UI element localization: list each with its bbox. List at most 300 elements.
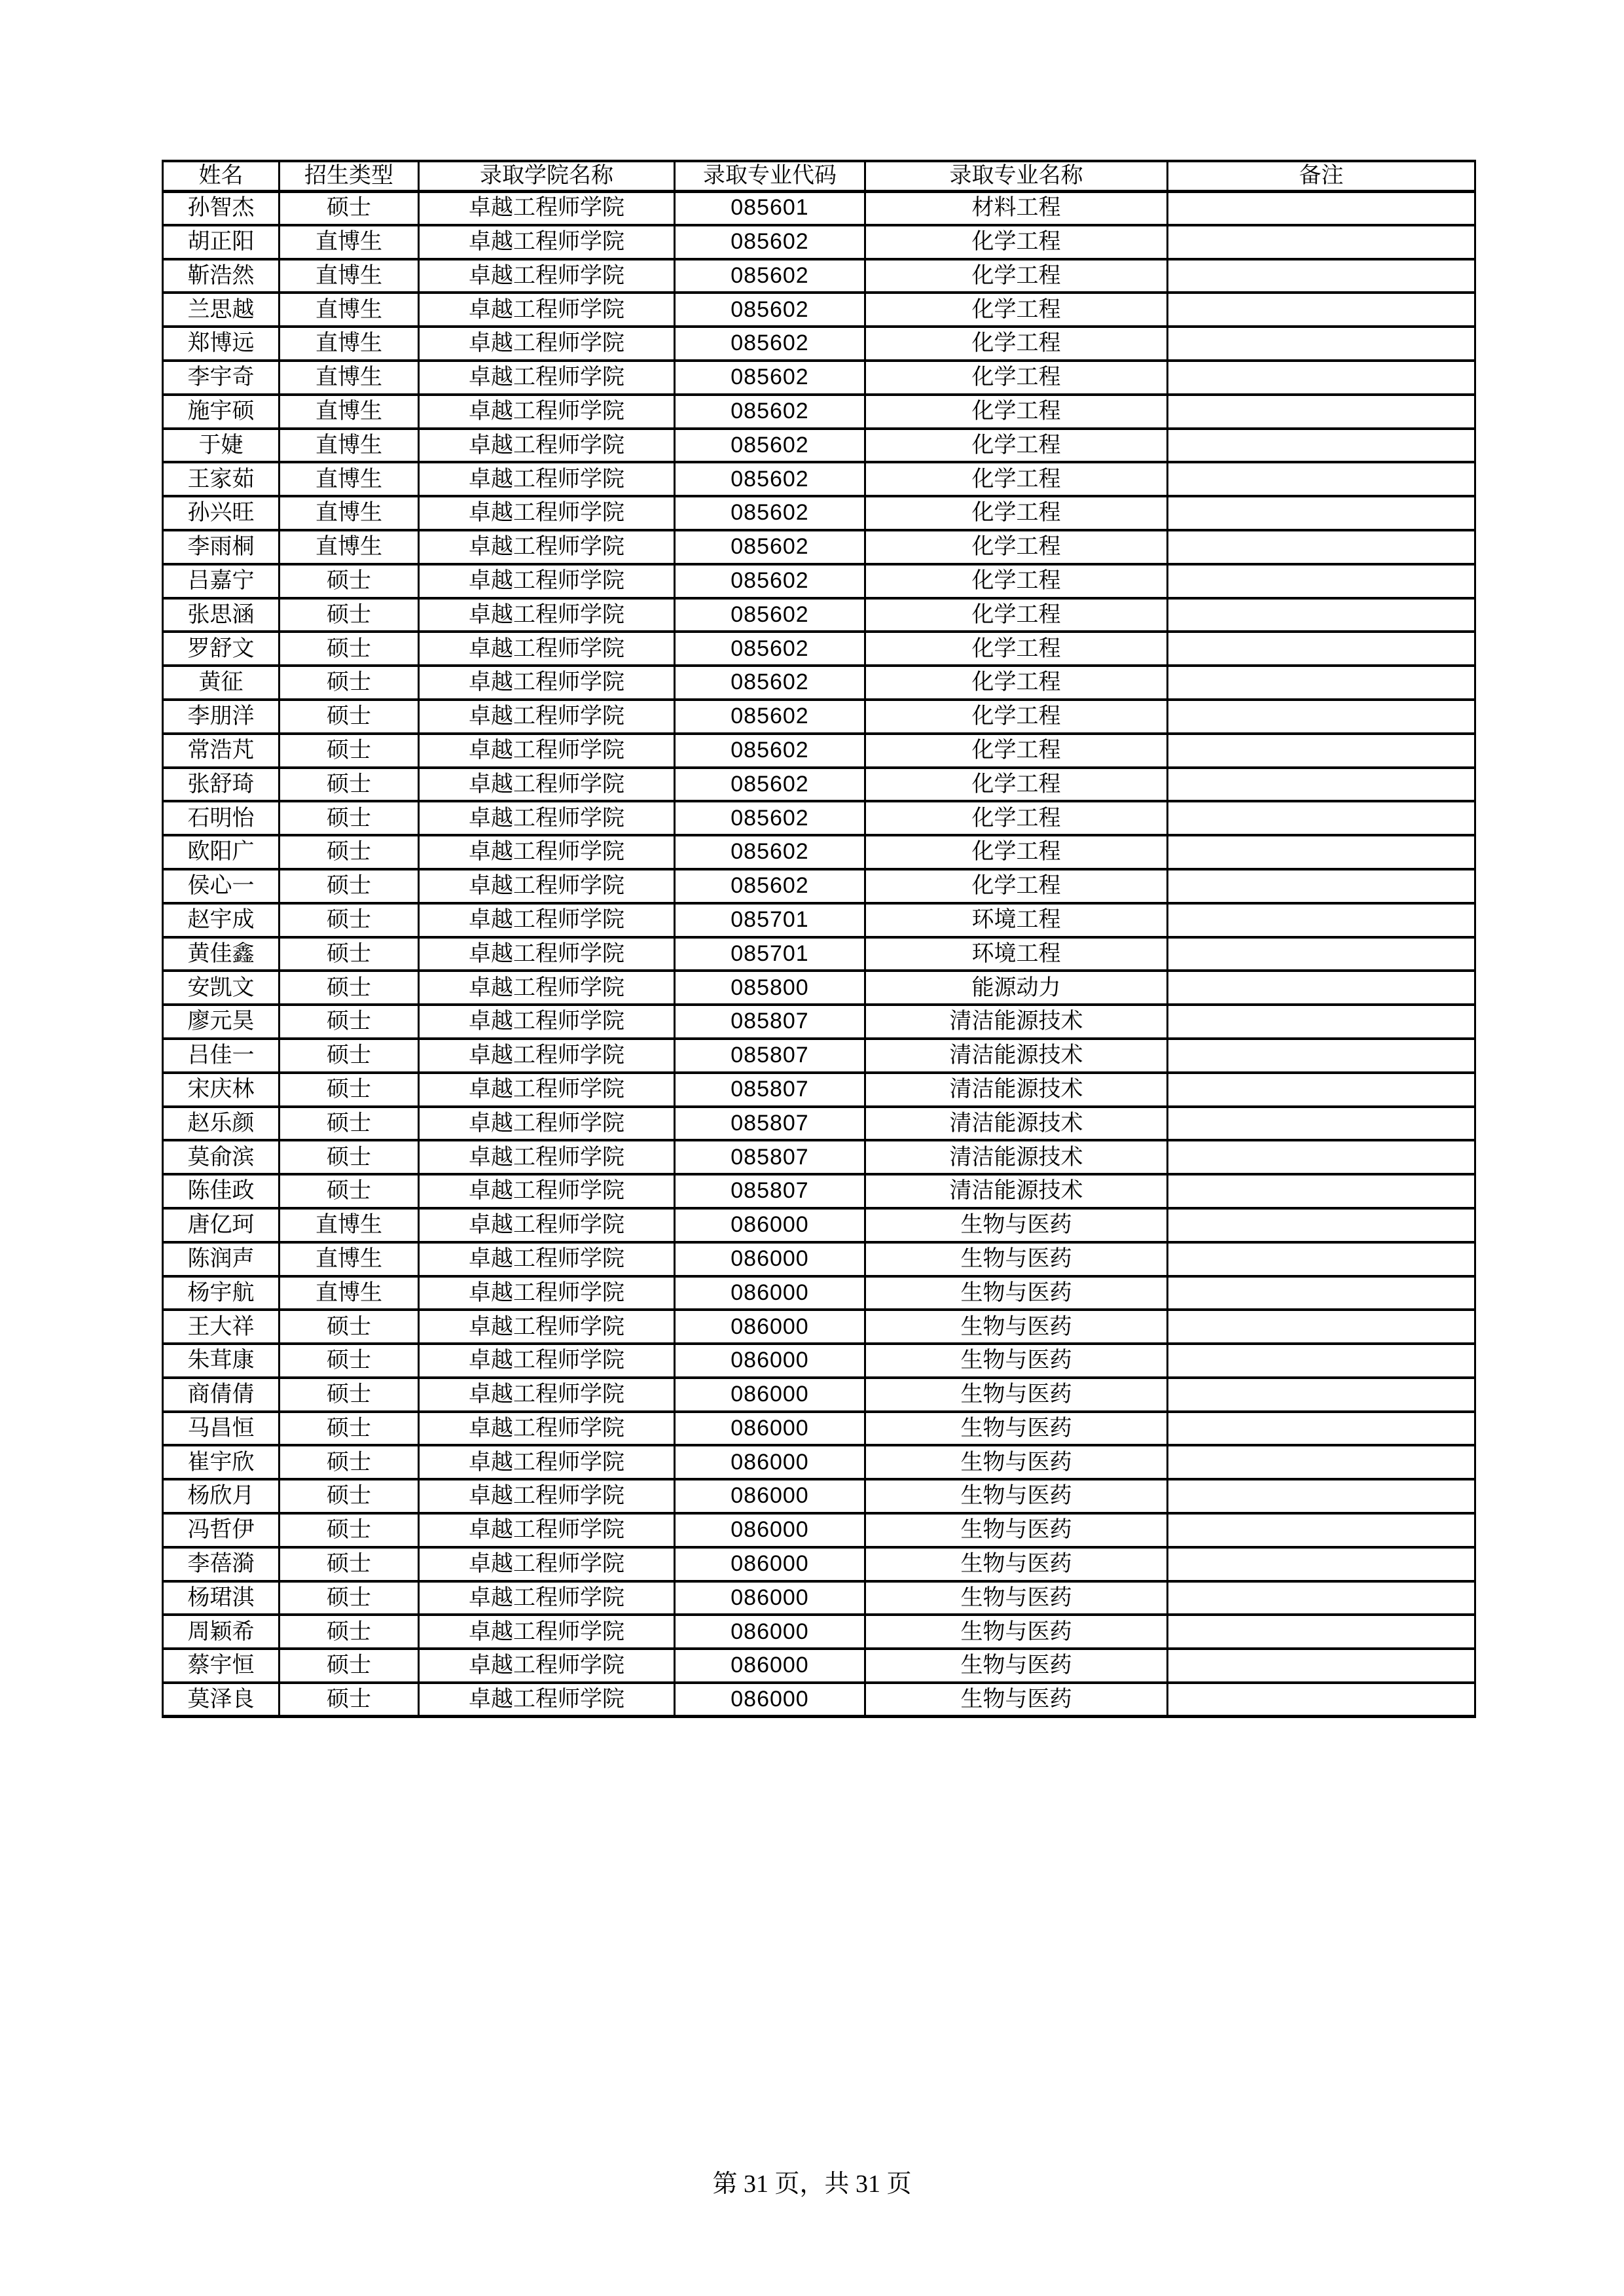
cell-admission-type: 硕士 xyxy=(280,598,419,632)
table-row xyxy=(163,1208,1475,1242)
table-row xyxy=(163,801,1475,835)
cell-remark xyxy=(1168,1683,1475,1717)
cell-college: 卓越工程师学院 xyxy=(419,564,675,598)
col-header-remark: 备注 xyxy=(1168,161,1475,191)
cell-major-name: 化学工程 xyxy=(865,361,1168,395)
table-row xyxy=(163,259,1475,293)
cell-major-name: 清洁能源技术 xyxy=(865,1174,1168,1208)
cell-name: 商倩倩 xyxy=(163,1378,280,1412)
cell-major-code: 085602 xyxy=(675,530,865,564)
cell-major-code: 085602 xyxy=(675,259,865,293)
cell-remark xyxy=(1168,1615,1475,1649)
cell-major-code: 085602 xyxy=(675,395,865,429)
cell-major-code: 086000 xyxy=(675,1513,865,1547)
cell-major-code: 085602 xyxy=(675,429,865,463)
cell-remark xyxy=(1168,1445,1475,1479)
cell-name: 于婕 xyxy=(163,429,280,463)
cell-major-name: 生物与医药 xyxy=(865,1581,1168,1615)
cell-major-name: 清洁能源技术 xyxy=(865,1073,1168,1107)
col-header-name: 姓名 xyxy=(163,161,280,191)
table-row xyxy=(163,225,1475,259)
cell-admission-type: 直博生 xyxy=(280,462,419,496)
cell-major-name: 化学工程 xyxy=(865,395,1168,429)
cell-college: 卓越工程师学院 xyxy=(419,530,675,564)
cell-college: 卓越工程师学院 xyxy=(419,1615,675,1649)
cell-name: 安凯文 xyxy=(163,971,280,1005)
cell-college: 卓越工程师学院 xyxy=(419,666,675,700)
cell-admission-type: 硕士 xyxy=(280,1412,419,1446)
col-header-major-code: 录取专业代码 xyxy=(675,161,865,191)
table-row xyxy=(163,1005,1475,1039)
table-row xyxy=(163,462,1475,496)
cell-remark xyxy=(1168,1310,1475,1344)
cell-major-name: 化学工程 xyxy=(865,835,1168,869)
cell-name: 黄征 xyxy=(163,666,280,700)
cell-admission-type: 硕士 xyxy=(280,1683,419,1717)
cell-major-code: 085602 xyxy=(675,564,865,598)
cell-college: 卓越工程师学院 xyxy=(419,937,675,971)
cell-college: 卓越工程师学院 xyxy=(419,395,675,429)
cell-major-code: 086000 xyxy=(675,1683,865,1717)
cell-remark xyxy=(1168,327,1475,361)
cell-major-code: 085602 xyxy=(675,801,865,835)
cell-college: 卓越工程师学院 xyxy=(419,903,675,937)
cell-remark xyxy=(1168,1208,1475,1242)
cell-major-code: 085807 xyxy=(675,1039,865,1073)
cell-major-code: 085602 xyxy=(675,361,865,395)
cell-major-name: 生物与医药 xyxy=(865,1683,1168,1717)
cell-remark xyxy=(1168,1378,1475,1412)
cell-admission-type: 硕士 xyxy=(280,1310,419,1344)
cell-major-code: 085602 xyxy=(675,869,865,903)
cell-remark xyxy=(1168,1276,1475,1310)
cell-major-code: 085602 xyxy=(675,598,865,632)
cell-major-code: 085601 xyxy=(675,191,865,225)
cell-major-name: 化学工程 xyxy=(865,666,1168,700)
cell-remark xyxy=(1168,1107,1475,1141)
cell-admission-type: 硕士 xyxy=(280,1445,419,1479)
cell-name: 杨欣月 xyxy=(163,1479,280,1513)
table-row xyxy=(163,1378,1475,1412)
cell-remark xyxy=(1168,598,1475,632)
cell-remark xyxy=(1168,734,1475,768)
cell-name: 宋庆林 xyxy=(163,1073,280,1107)
cell-admission-type: 硕士 xyxy=(280,564,419,598)
table-row xyxy=(163,971,1475,1005)
cell-name: 赵乐颜 xyxy=(163,1107,280,1141)
cell-major-code: 085807 xyxy=(675,1107,865,1141)
cell-major-code: 085602 xyxy=(675,496,865,530)
table-row xyxy=(163,1344,1475,1378)
cell-admission-type: 直博生 xyxy=(280,1242,419,1276)
cell-name: 孙兴旺 xyxy=(163,496,280,530)
cell-remark xyxy=(1168,632,1475,666)
cell-name: 杨宇航 xyxy=(163,1276,280,1310)
cell-remark xyxy=(1168,1479,1475,1513)
cell-major-code: 085807 xyxy=(675,1073,865,1107)
cell-remark xyxy=(1168,1242,1475,1276)
cell-admission-type: 直博生 xyxy=(280,395,419,429)
cell-major-code: 085800 xyxy=(675,971,865,1005)
cell-college: 卓越工程师学院 xyxy=(419,1547,675,1581)
cell-college: 卓越工程师学院 xyxy=(419,1513,675,1547)
cell-admission-type: 直博生 xyxy=(280,361,419,395)
cell-major-code: 085602 xyxy=(675,225,865,259)
cell-major-name: 化学工程 xyxy=(865,598,1168,632)
cell-major-name: 能源动力 xyxy=(865,971,1168,1005)
cell-major-name: 清洁能源技术 xyxy=(865,1107,1168,1141)
cell-name: 唐亿珂 xyxy=(163,1208,280,1242)
cell-name: 吕佳一 xyxy=(163,1039,280,1073)
cell-admission-type: 硕士 xyxy=(280,937,419,971)
cell-remark xyxy=(1168,971,1475,1005)
cell-college: 卓越工程师学院 xyxy=(419,1276,675,1310)
cell-major-code: 086000 xyxy=(675,1208,865,1242)
cell-name: 郑博远 xyxy=(163,327,280,361)
cell-remark xyxy=(1168,1412,1475,1446)
cell-remark xyxy=(1168,530,1475,564)
cell-college: 卓越工程师学院 xyxy=(419,801,675,835)
cell-major-code: 085602 xyxy=(675,666,865,700)
cell-name: 常浩芃 xyxy=(163,734,280,768)
cell-admission-type: 硕士 xyxy=(280,1547,419,1581)
cell-major-code: 085602 xyxy=(675,462,865,496)
cell-major-code: 086000 xyxy=(675,1242,865,1276)
admission-table xyxy=(162,160,1476,1718)
table-row xyxy=(163,632,1475,666)
cell-major-name: 环境工程 xyxy=(865,937,1168,971)
cell-admission-type: 硕士 xyxy=(280,835,419,869)
cell-admission-type: 直博生 xyxy=(280,429,419,463)
cell-college: 卓越工程师学院 xyxy=(419,1174,675,1208)
cell-admission-type: 直博生 xyxy=(280,327,419,361)
table-row xyxy=(163,598,1475,632)
table-row xyxy=(163,1683,1475,1717)
cell-name: 陈佳政 xyxy=(163,1174,280,1208)
cell-college: 卓越工程师学院 xyxy=(419,1344,675,1378)
cell-major-name: 化学工程 xyxy=(865,564,1168,598)
cell-major-code: 086000 xyxy=(675,1412,865,1446)
cell-admission-type: 硕士 xyxy=(280,801,419,835)
cell-name: 杨珺淇 xyxy=(163,1581,280,1615)
cell-major-name: 化学工程 xyxy=(865,429,1168,463)
cell-major-code: 085602 xyxy=(675,327,865,361)
cell-college: 卓越工程师学院 xyxy=(419,1649,675,1683)
cell-name: 李蓓漪 xyxy=(163,1547,280,1581)
cell-name: 施宇硕 xyxy=(163,395,280,429)
cell-college: 卓越工程师学院 xyxy=(419,700,675,734)
cell-college: 卓越工程师学院 xyxy=(419,225,675,259)
cell-college: 卓越工程师学院 xyxy=(419,734,675,768)
table-row xyxy=(163,1615,1475,1649)
cell-admission-type: 硕士 xyxy=(280,1005,419,1039)
cell-name: 周颖希 xyxy=(163,1615,280,1649)
cell-college: 卓越工程师学院 xyxy=(419,1581,675,1615)
cell-admission-type: 硕士 xyxy=(280,1344,419,1378)
cell-college: 卓越工程师学院 xyxy=(419,1445,675,1479)
cell-remark xyxy=(1168,429,1475,463)
cell-major-name: 生物与医药 xyxy=(865,1208,1168,1242)
cell-admission-type: 硕士 xyxy=(280,1581,419,1615)
cell-remark xyxy=(1168,1649,1475,1683)
cell-name: 朱茸康 xyxy=(163,1344,280,1378)
cell-major-name: 化学工程 xyxy=(865,530,1168,564)
cell-name: 吕嘉宁 xyxy=(163,564,280,598)
cell-major-code: 085807 xyxy=(675,1005,865,1039)
cell-admission-type: 硕士 xyxy=(280,1174,419,1208)
cell-remark xyxy=(1168,395,1475,429)
cell-major-name: 化学工程 xyxy=(865,225,1168,259)
table-row xyxy=(163,734,1475,768)
cell-college: 卓越工程师学院 xyxy=(419,1412,675,1446)
cell-remark xyxy=(1168,191,1475,225)
cell-college: 卓越工程师学院 xyxy=(419,1073,675,1107)
cell-college: 卓越工程师学院 xyxy=(419,1208,675,1242)
cell-admission-type: 硕士 xyxy=(280,1140,419,1174)
cell-major-code: 086000 xyxy=(675,1378,865,1412)
cell-admission-type: 硕士 xyxy=(280,1615,419,1649)
cell-remark xyxy=(1168,462,1475,496)
cell-major-code: 085807 xyxy=(675,1140,865,1174)
cell-major-name: 化学工程 xyxy=(865,259,1168,293)
cell-admission-type: 直博生 xyxy=(280,1208,419,1242)
cell-major-code: 085602 xyxy=(675,835,865,869)
table-row xyxy=(163,1310,1475,1344)
cell-admission-type: 直博生 xyxy=(280,530,419,564)
cell-major-name: 生物与医药 xyxy=(865,1479,1168,1513)
cell-major-code: 086000 xyxy=(675,1615,865,1649)
cell-college: 卓越工程师学院 xyxy=(419,1310,675,1344)
cell-name: 石明怡 xyxy=(163,801,280,835)
cell-admission-type: 硕士 xyxy=(280,1039,419,1073)
cell-college: 卓越工程师学院 xyxy=(419,496,675,530)
cell-college: 卓越工程师学院 xyxy=(419,1140,675,1174)
cell-remark xyxy=(1168,293,1475,327)
cell-remark xyxy=(1168,1005,1475,1039)
table-row xyxy=(163,1107,1475,1141)
col-header-major-name: 录取专业名称 xyxy=(865,161,1168,191)
table-row xyxy=(163,1513,1475,1547)
cell-remark xyxy=(1168,801,1475,835)
cell-remark xyxy=(1168,1174,1475,1208)
cell-college: 卓越工程师学院 xyxy=(419,869,675,903)
cell-admission-type: 硕士 xyxy=(280,869,419,903)
table-row xyxy=(163,293,1475,327)
table-row xyxy=(163,1649,1475,1683)
cell-major-name: 化学工程 xyxy=(865,632,1168,666)
cell-admission-type: 硕士 xyxy=(280,632,419,666)
table-row xyxy=(163,1412,1475,1446)
cell-major-name: 生物与医药 xyxy=(865,1310,1168,1344)
cell-college: 卓越工程师学院 xyxy=(419,327,675,361)
table-row xyxy=(163,564,1475,598)
cell-remark xyxy=(1168,1581,1475,1615)
cell-college: 卓越工程师学院 xyxy=(419,259,675,293)
cell-name: 罗舒文 xyxy=(163,632,280,666)
cell-remark xyxy=(1168,564,1475,598)
cell-major-name: 化学工程 xyxy=(865,496,1168,530)
cell-admission-type: 硕士 xyxy=(280,1107,419,1141)
cell-remark xyxy=(1168,1140,1475,1174)
cell-admission-type: 直博生 xyxy=(280,293,419,327)
table-body xyxy=(163,191,1475,1717)
cell-admission-type: 硕士 xyxy=(280,734,419,768)
table-row xyxy=(163,768,1475,802)
cell-college: 卓越工程师学院 xyxy=(419,1479,675,1513)
cell-major-code: 085602 xyxy=(675,734,865,768)
cell-name: 莫俞滨 xyxy=(163,1140,280,1174)
cell-major-code: 085602 xyxy=(675,700,865,734)
cell-remark xyxy=(1168,361,1475,395)
cell-name: 黄佳鑫 xyxy=(163,937,280,971)
cell-remark xyxy=(1168,700,1475,734)
cell-remark xyxy=(1168,835,1475,869)
cell-remark xyxy=(1168,666,1475,700)
cell-name: 兰思越 xyxy=(163,293,280,327)
cell-major-name: 化学工程 xyxy=(865,462,1168,496)
cell-remark xyxy=(1168,496,1475,530)
cell-major-name: 化学工程 xyxy=(865,768,1168,802)
cell-major-name: 生物与医药 xyxy=(865,1615,1168,1649)
cell-major-code: 085602 xyxy=(675,768,865,802)
table-row xyxy=(163,496,1475,530)
cell-major-name: 材料工程 xyxy=(865,191,1168,225)
table-row xyxy=(163,869,1475,903)
cell-major-code: 085701 xyxy=(675,903,865,937)
cell-remark xyxy=(1168,225,1475,259)
cell-remark xyxy=(1168,768,1475,802)
cell-major-name: 生物与医药 xyxy=(865,1649,1168,1683)
cell-name: 冯哲伊 xyxy=(163,1513,280,1547)
cell-name: 马昌恒 xyxy=(163,1412,280,1446)
cell-remark xyxy=(1168,1073,1475,1107)
cell-admission-type: 直博生 xyxy=(280,1276,419,1310)
cell-name: 崔宇欣 xyxy=(163,1445,280,1479)
table-row xyxy=(163,937,1475,971)
cell-name: 靳浩然 xyxy=(163,259,280,293)
cell-name: 张舒琦 xyxy=(163,768,280,802)
cell-name: 王家茹 xyxy=(163,462,280,496)
cell-major-name: 生物与医药 xyxy=(865,1378,1168,1412)
cell-name: 张思涵 xyxy=(163,598,280,632)
table-row xyxy=(163,327,1475,361)
cell-admission-type: 硕士 xyxy=(280,903,419,937)
cell-major-code: 086000 xyxy=(675,1344,865,1378)
cell-remark xyxy=(1168,1547,1475,1581)
cell-remark xyxy=(1168,1513,1475,1547)
cell-college: 卓越工程师学院 xyxy=(419,768,675,802)
cell-name: 陈润声 xyxy=(163,1242,280,1276)
cell-major-code: 086000 xyxy=(675,1479,865,1513)
cell-admission-type: 硕士 xyxy=(280,1378,419,1412)
cell-college: 卓越工程师学院 xyxy=(419,971,675,1005)
cell-admission-type: 直博生 xyxy=(280,225,419,259)
cell-major-name: 清洁能源技术 xyxy=(865,1140,1168,1174)
cell-remark xyxy=(1168,937,1475,971)
cell-college: 卓越工程师学院 xyxy=(419,1005,675,1039)
cell-major-name: 清洁能源技术 xyxy=(865,1039,1168,1073)
cell-major-name: 生物与医药 xyxy=(865,1242,1168,1276)
cell-major-name: 环境工程 xyxy=(865,903,1168,937)
cell-major-code: 086000 xyxy=(675,1547,865,1581)
col-header-college: 录取学院名称 xyxy=(419,161,675,191)
cell-name: 侯心一 xyxy=(163,869,280,903)
cell-major-name: 化学工程 xyxy=(865,700,1168,734)
cell-admission-type: 硕士 xyxy=(280,1649,419,1683)
cell-major-name: 生物与医药 xyxy=(865,1547,1168,1581)
cell-college: 卓越工程师学院 xyxy=(419,1378,675,1412)
cell-name: 李朋洋 xyxy=(163,700,280,734)
cell-college: 卓越工程师学院 xyxy=(419,632,675,666)
table-row xyxy=(163,429,1475,463)
cell-name: 蔡宇恒 xyxy=(163,1649,280,1683)
cell-college: 卓越工程师学院 xyxy=(419,462,675,496)
cell-admission-type: 硕士 xyxy=(280,1479,419,1513)
cell-college: 卓越工程师学院 xyxy=(419,1683,675,1717)
cell-major-name: 化学工程 xyxy=(865,327,1168,361)
cell-college: 卓越工程师学院 xyxy=(419,293,675,327)
cell-major-name: 化学工程 xyxy=(865,293,1168,327)
table-row xyxy=(163,1073,1475,1107)
table-row xyxy=(163,1276,1475,1310)
table-row xyxy=(163,361,1475,395)
cell-admission-type: 硕士 xyxy=(280,666,419,700)
cell-college: 卓越工程师学院 xyxy=(419,1242,675,1276)
cell-major-name: 化学工程 xyxy=(865,734,1168,768)
cell-major-name: 生物与医药 xyxy=(865,1276,1168,1310)
cell-name: 胡正阳 xyxy=(163,225,280,259)
cell-major-code: 085807 xyxy=(675,1174,865,1208)
table-row xyxy=(163,835,1475,869)
cell-major-name: 生物与医药 xyxy=(865,1445,1168,1479)
table-row xyxy=(163,1547,1475,1581)
cell-college: 卓越工程师学院 xyxy=(419,361,675,395)
cell-name: 廖元昊 xyxy=(163,1005,280,1039)
cell-name: 赵宇成 xyxy=(163,903,280,937)
cell-admission-type: 硕士 xyxy=(280,1513,419,1547)
cell-college: 卓越工程师学院 xyxy=(419,429,675,463)
cell-remark xyxy=(1168,1344,1475,1378)
table-row xyxy=(163,1242,1475,1276)
table-row xyxy=(163,700,1475,734)
table-row xyxy=(163,903,1475,937)
cell-remark xyxy=(1168,903,1475,937)
cell-remark xyxy=(1168,869,1475,903)
cell-name: 王大祥 xyxy=(163,1310,280,1344)
cell-college: 卓越工程师学院 xyxy=(419,1039,675,1073)
cell-major-name: 清洁能源技术 xyxy=(865,1005,1168,1039)
cell-remark xyxy=(1168,1039,1475,1073)
cell-name: 李宇奇 xyxy=(163,361,280,395)
cell-major-code: 085701 xyxy=(675,937,865,971)
table-row xyxy=(163,1039,1475,1073)
cell-major-code: 086000 xyxy=(675,1310,865,1344)
col-header-admission-type: 招生类型 xyxy=(280,161,419,191)
table-header-row xyxy=(163,161,1475,191)
cell-admission-type: 直博生 xyxy=(280,259,419,293)
cell-name: 孙智杰 xyxy=(163,191,280,225)
table-row xyxy=(163,530,1475,564)
cell-major-code: 086000 xyxy=(675,1649,865,1683)
cell-name: 莫泽良 xyxy=(163,1683,280,1717)
table-row xyxy=(163,191,1475,225)
cell-remark xyxy=(1168,259,1475,293)
table-row xyxy=(163,1445,1475,1479)
cell-admission-type: 直博生 xyxy=(280,496,419,530)
table-row xyxy=(163,1479,1475,1513)
cell-major-name: 化学工程 xyxy=(865,801,1168,835)
cell-major-name: 化学工程 xyxy=(865,869,1168,903)
